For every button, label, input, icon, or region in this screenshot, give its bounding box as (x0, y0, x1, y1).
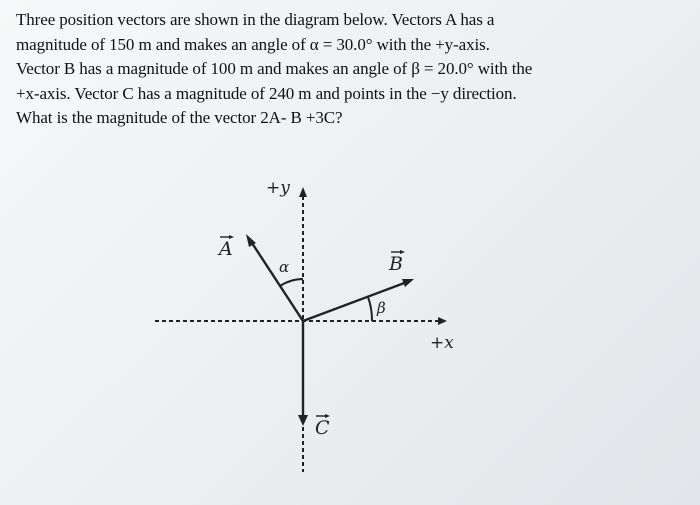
problem-line-2: magnitude of 150 m and makes an angle of α = 30.0° with the +y-axis. (16, 34, 490, 54)
vector-b-label: B (389, 253, 403, 275)
beta-arc (368, 297, 372, 321)
vector-a-label: A (219, 238, 233, 260)
x-axis-arrowhead (438, 317, 447, 325)
vector-c-arrowhead (298, 415, 308, 426)
problem-line-5: What is the magnitude of the vector 2A- B +3C? (16, 108, 343, 127)
alpha-arc (280, 279, 303, 286)
vector-b-line (303, 282, 407, 321)
vector-b-arrowhead (402, 279, 414, 287)
problem-line-4: +x-axis. Vector C has a magnitude of 240 m and points in the −y direction. (16, 83, 517, 103)
angle-beta-label: β (377, 299, 386, 317)
problem-line-3: Vector B has a magnitude of 100 m and makes an angle of β = 20.0° with the (16, 59, 533, 78)
vector-c-label: C (315, 417, 330, 439)
problem-line-1: Three position vectors are shown in the diagram below. Vectors A has a (16, 10, 495, 29)
y-axis-arrowhead (299, 187, 307, 197)
axis-x-label: +x (430, 333, 454, 353)
axis-y-label: +y (266, 178, 290, 198)
angle-alpha-label: α (279, 258, 290, 276)
